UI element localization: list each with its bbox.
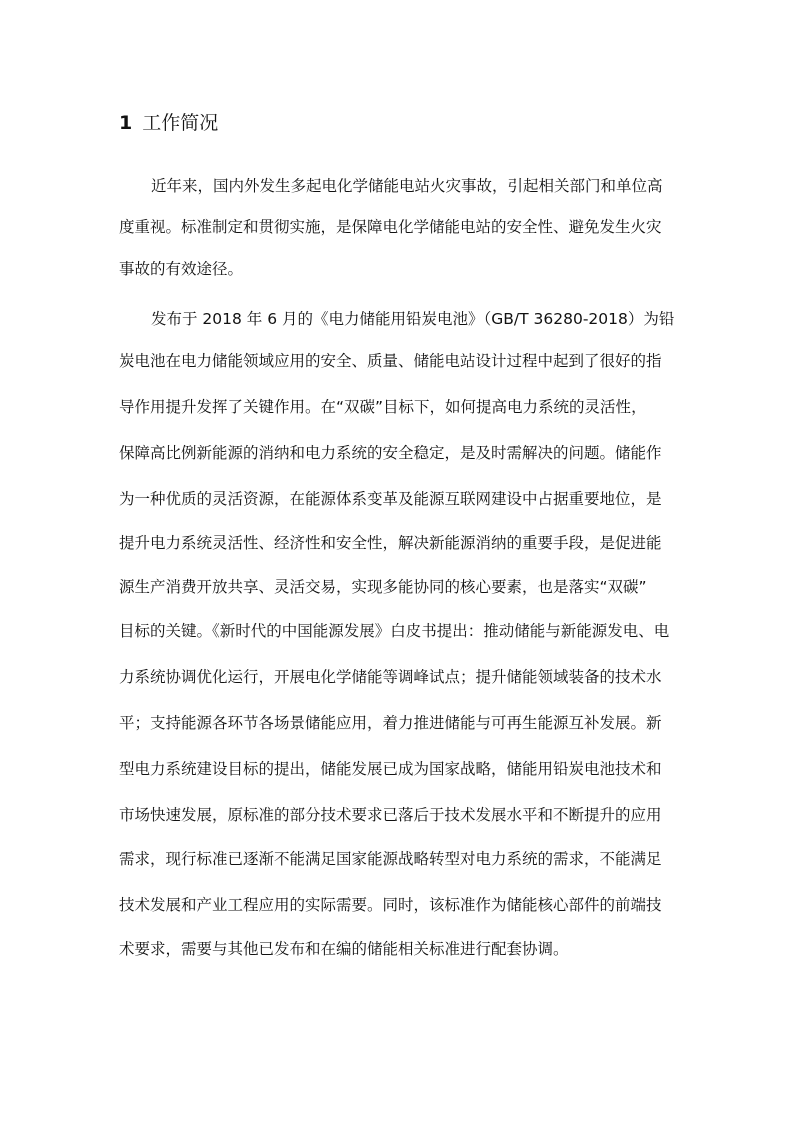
paragraph-2-line-11: 型电力系统建设目标的提出，储能发展已成为国家战略，储能用铅炭电池技术和 [119, 760, 662, 778]
paragraph-2-line-14: 技术发展和产业工程应用的实际需要。同时，该标准作为储能核心部件的前端技 [119, 896, 662, 914]
paragraph-2-line-4: 保障高比例新能源的消纳和电力系统的安全稳定，是及时需解决的问题。储能作 [119, 444, 662, 462]
paragraph-1-line-3: 事故的有效途径。 [119, 260, 244, 278]
section-number: 1 [119, 112, 133, 134]
paragraph-1-line-1: 近年来，国内外发生多起电化学储能电站火灾事故，引起相关部门和单位高 [151, 177, 663, 195]
paragraph-2-line-12: 市场快速发展，原标准的部分技术要求已落后于技术发展水平和不断提升的应用 [119, 806, 662, 824]
paragraph-2-line-7: 源生产消费开放共享、灵活交易，实现多能协同的核心要素，也是落实“双碳” [119, 578, 647, 596]
paragraph-2-line-3: 导作用提升发挥了关键作用。在“双碳”目标下，如何提高电力系统的灵活性， [119, 398, 647, 416]
paragraph-2-line-8: 目标的关键。《新时代的中国能源发展》白皮书提出：推动储能与新能源发电、电 [119, 622, 670, 640]
paragraph-2-line-6: 提升电力系统灵活性、经济性和安全性，解决新能源消纳的重要手段，是促进能 [119, 534, 662, 552]
paragraph-2-line-9: 力系统协调优化运行，开展电化学储能等调峰试点；提升储能领域装备的技术水 [119, 668, 662, 686]
paragraph-2-line-13: 需求，现行标准已逐渐不能满足国家能源战略转型对电力系统的需求，不能满足 [119, 850, 662, 868]
section-heading [119, 110, 218, 136]
paragraph-2-line-1: 发布于 2018 年 6 月的《电力储能用铅炭电池》（GB/T 36280-2018）为铅 [151, 310, 675, 328]
paragraph-2-line-2: 炭电池在电力储能领域应用的安全、质量、储能电站设计过程中起到了很好的指 [119, 352, 662, 370]
paragraph-2-line-10: 平；支持能源各环节各场景储能应用，着力推进储能与可再生能源互补发展。新 [119, 714, 662, 732]
paragraph-1-line-2: 度重视。标准制定和贯彻实施，是保障电化学储能电站的安全性、避免发生火灾 [119, 218, 662, 236]
section-title: 工作简况 [142, 112, 219, 134]
paragraph-2-line-15: 术要求，需要与其他已发布和在编的储能相关标准进行配套协调。 [119, 940, 569, 958]
paragraph-2-line-5: 为一种优质的灵活资源，在能源体系变革及能源互联网建设中占据重要地位，是 [119, 490, 662, 508]
